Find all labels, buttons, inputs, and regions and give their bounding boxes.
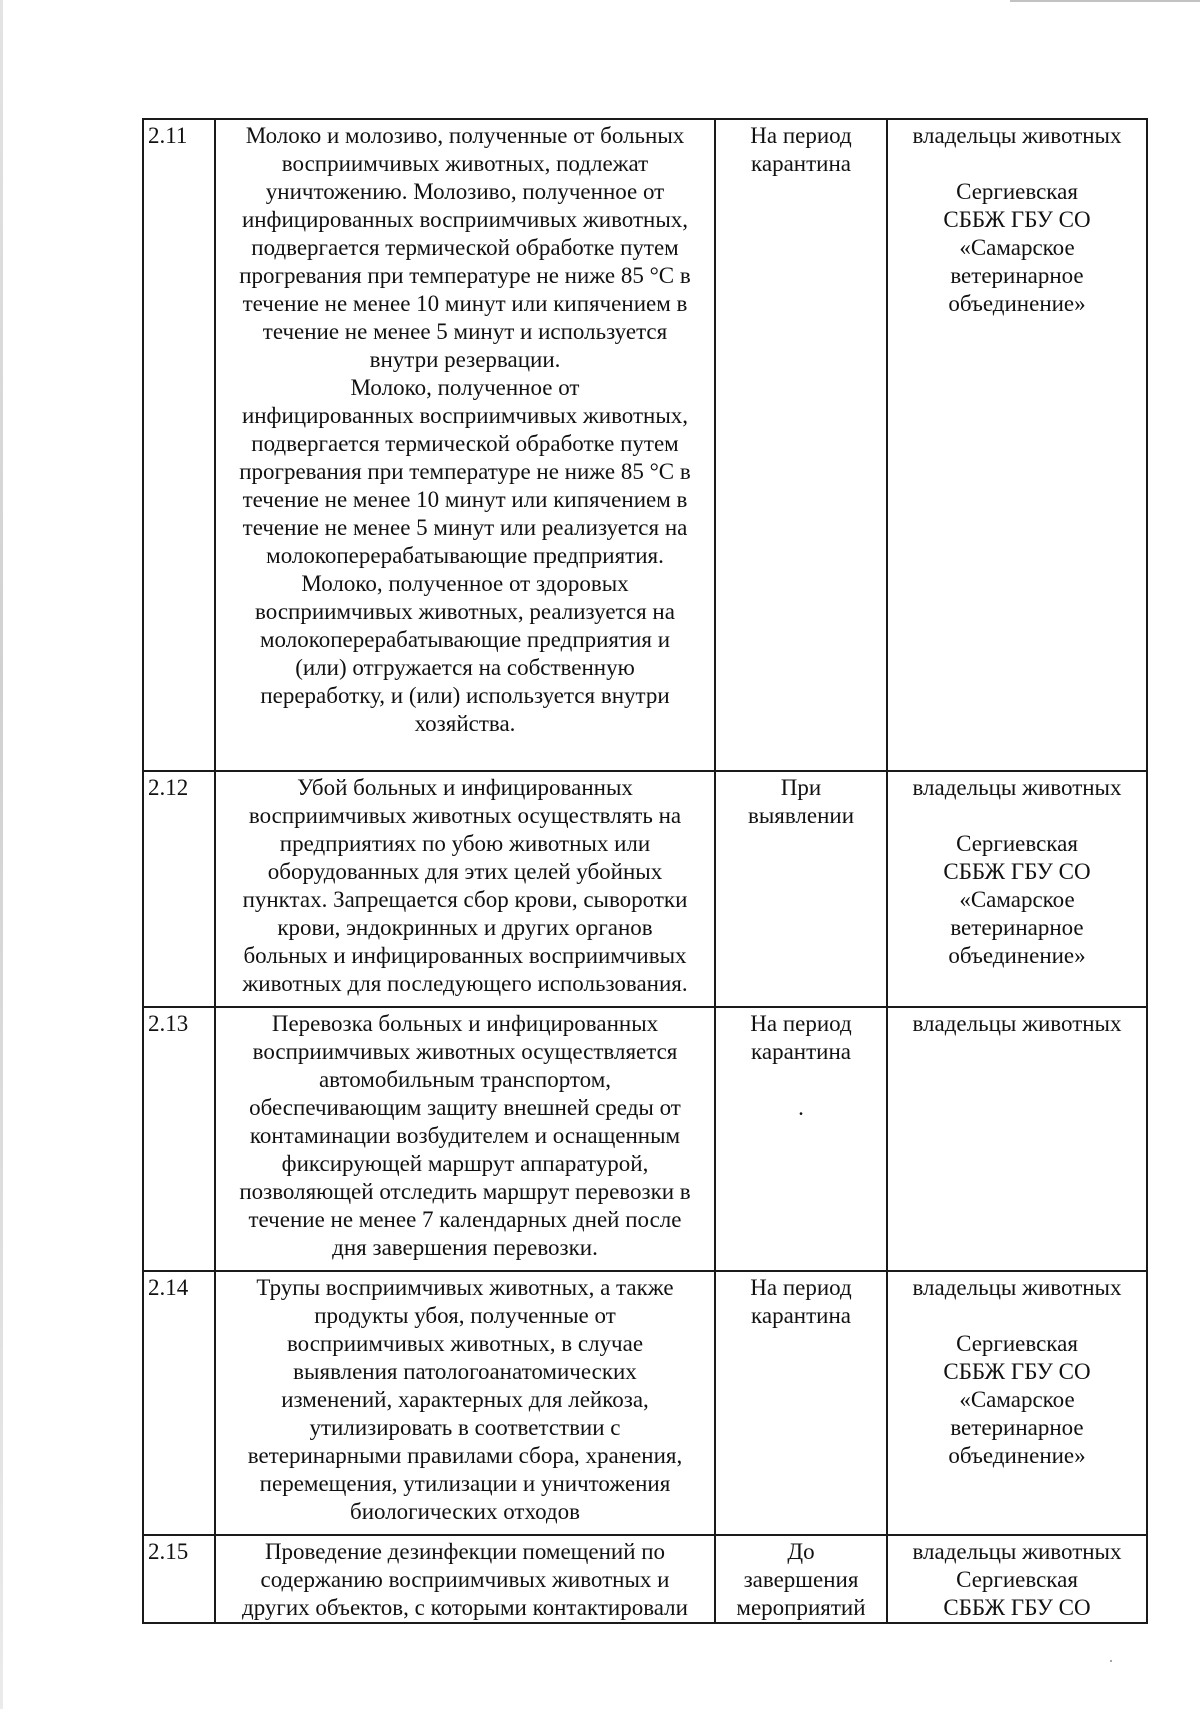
table-row — [143, 1271, 1147, 1535]
description-line: Трупы восприимчивых животных, а также — [256, 1275, 674, 1300]
table-row — [143, 1535, 1147, 1623]
row-description — [215, 1535, 715, 1623]
description-line: Проведение дезинфекции помещений по — [264, 1539, 666, 1564]
table-row — [143, 1007, 1147, 1271]
responsible-line: ветеринарное — [950, 915, 1084, 940]
measures-table-body — [143, 119, 1147, 1623]
responsible-line: СББЖ ГБУ СО — [943, 1359, 1091, 1384]
term-line: На период — [750, 1275, 852, 1300]
description-line: подвергается термической обработке путем — [251, 431, 679, 456]
description-line: утилизировать в соответствии с — [309, 1415, 621, 1440]
description-line: инфицированных восприимчивых животных, — [241, 207, 689, 232]
description-line: животных для последующего использования. — [242, 971, 688, 996]
description-line: прогревания при температуре не ниже 85 °С в — [239, 263, 691, 288]
responsible-line: Сергиевская — [956, 831, 1078, 856]
term-line: До — [787, 1539, 815, 1564]
description-line: течение не менее 5 минут и используется — [262, 319, 668, 344]
description-line: уничтожению. Молозиво, полученное от — [265, 179, 665, 204]
responsible-line — [894, 150, 1140, 178]
description-line: Перевозка больных и инфицированных — [271, 1011, 659, 1036]
term-line: карантина — [751, 1303, 851, 1328]
responsible-line: СББЖ ГБУ СО — [943, 207, 1091, 232]
row-responsible — [887, 119, 1147, 771]
description-line: течение не менее 10 минут или кипячением в — [242, 291, 688, 316]
responsible-line: «Самарское — [959, 887, 1075, 912]
responsible-line: «Самарское — [959, 235, 1075, 260]
responsible-line: владельцы животных — [912, 775, 1122, 800]
description-line: внутри резервации. — [369, 347, 561, 372]
table-row — [143, 119, 1147, 771]
row-description — [215, 119, 715, 771]
row-responsible — [887, 1007, 1147, 1271]
row-term — [715, 119, 887, 771]
description-line: ветеринарными правилами сбора, хранения, — [247, 1443, 683, 1468]
scan-edge-left — [0, 0, 3, 1709]
description-line: переработку, и (или) используется внутри — [260, 683, 670, 708]
description-line: оборудованных для этих целей убойных — [267, 859, 663, 884]
description-line: восприимчивых животных осуществляется — [252, 1039, 678, 1064]
responsible-line: СББЖ ГБУ СО — [943, 859, 1091, 884]
description-line: восприимчивых животных, в случае — [286, 1331, 644, 1356]
responsible-line: СББЖ ГБУ СО — [943, 1595, 1091, 1620]
description-line: (или) отгружается на собственную — [295, 655, 635, 680]
row-description — [215, 771, 715, 1007]
description-line: Молоко, полученное от — [350, 375, 580, 400]
measures-table — [142, 118, 1148, 1624]
row-number: 2.11 — [143, 119, 215, 771]
row-description — [215, 1271, 715, 1535]
description-line: крови, эндокринных и других органов — [277, 915, 653, 940]
description-line: восприимчивых животных, подлежат — [281, 151, 649, 176]
row-number: 2.13 — [143, 1007, 215, 1271]
responsible-line: Сергиевская — [956, 1567, 1078, 1592]
row-responsible — [887, 1535, 1147, 1623]
responsible-line: объединение» — [948, 1443, 1086, 1468]
responsible-line — [894, 802, 1140, 830]
responsible-line: Сергиевская — [956, 1331, 1078, 1356]
description-line: продукты убоя, полученные от — [314, 1303, 616, 1328]
term-line: завершения — [743, 1567, 859, 1592]
responsible-line: ветеринарное — [950, 1415, 1084, 1440]
description-line: биологических отходов — [350, 1499, 580, 1524]
description-line: обеспечивающим защиту внешней среды от — [249, 1095, 681, 1120]
row-term — [715, 1271, 887, 1535]
responsible-line: владельцы животных — [912, 123, 1122, 148]
term-line — [722, 1066, 880, 1094]
responsible-line: ветеринарное — [950, 263, 1084, 288]
description-line: Молоко, полученное от здоровых — [301, 571, 629, 596]
row-description — [215, 1007, 715, 1271]
description-line: других объектов, с которыми контактировали — [242, 1595, 688, 1620]
description-line: больных и инфицированных восприимчивых — [243, 943, 687, 968]
term-line: карантина — [751, 151, 851, 176]
responsible-line: «Самарское — [959, 1387, 1075, 1412]
responsible-line: Сергиевская — [956, 179, 1078, 204]
description-line: молокоперерабатывающие предприятия и — [259, 627, 671, 652]
term-line: На период — [750, 1011, 852, 1036]
description-line: инфицированных восприимчивых животных, — [241, 403, 689, 428]
term-line: При — [780, 775, 822, 800]
description-line: предприятиях по убою животных или — [279, 831, 651, 856]
scan-edge-top — [1010, 0, 1200, 2]
responsible-line: объединение» — [948, 291, 1086, 316]
scan-speck — [1110, 1660, 1112, 1662]
description-line: Молоко и молозиво, полученные от больных — [245, 123, 685, 148]
responsible-line: владельцы животных — [912, 1275, 1122, 1300]
description-line: течение не менее 7 календарных дней после — [248, 1207, 682, 1232]
description-line: фиксирующей маршрут аппаратурой, — [281, 1151, 649, 1176]
description-line: дня завершения перевозки. — [332, 1235, 598, 1260]
table-row — [143, 771, 1147, 1007]
description-line: контаминации возбудителем и оснащенным — [249, 1123, 681, 1148]
description-line: прогревания при температуре не ниже 85 °С в — [239, 459, 691, 484]
description-line: изменений, характерных для лейкоза, — [281, 1387, 649, 1412]
description-line: содержанию восприимчивых животных и — [260, 1567, 670, 1592]
row-term — [715, 1535, 887, 1623]
term-mark: . — [798, 1095, 804, 1120]
row-responsible — [887, 1271, 1147, 1535]
term-line: карантина — [751, 1039, 851, 1064]
description-line: течение не менее 10 минут или кипячением в — [242, 487, 688, 512]
description-line: подвергается термической обработке путем — [251, 235, 679, 260]
description-line: позволяющей отследить маршрут перевозки в — [239, 1179, 691, 1204]
description-line: перемещения, утилизации и уничтожения — [259, 1471, 671, 1496]
description-line: пунктах. Запрещается сбор крови, сыворотки — [242, 887, 688, 912]
description-line: хозяйства. — [414, 711, 516, 736]
description-line: течение не менее 5 минут или реализуется на — [242, 515, 688, 540]
description-line: Убой больных и инфицированных — [297, 775, 633, 800]
term-line: мероприятий — [736, 1595, 866, 1620]
description-line: молокоперерабатывающие предприятия. — [266, 543, 664, 568]
row-number: 2.15 — [143, 1535, 215, 1623]
description-line: выявления патологоанатомических — [293, 1359, 637, 1384]
description-line: восприимчивых животных осуществлять на — [248, 803, 682, 828]
term-line: выявлении — [747, 803, 855, 828]
row-number: 2.12 — [143, 771, 215, 1007]
description-line: восприимчивых животных, реализуется на — [255, 599, 675, 624]
term-line: На период — [750, 123, 852, 148]
row-term — [715, 771, 887, 1007]
responsible-line — [894, 1302, 1140, 1330]
row-number: 2.14 — [143, 1271, 215, 1535]
responsible-line: владельцы животных — [912, 1539, 1122, 1564]
description-line: автомобильным транспортом, — [318, 1067, 612, 1092]
row-term — [715, 1007, 887, 1271]
responsible-line: объединение» — [948, 943, 1086, 968]
responsible-line: владельцы животных — [912, 1011, 1122, 1036]
row-responsible — [887, 771, 1147, 1007]
